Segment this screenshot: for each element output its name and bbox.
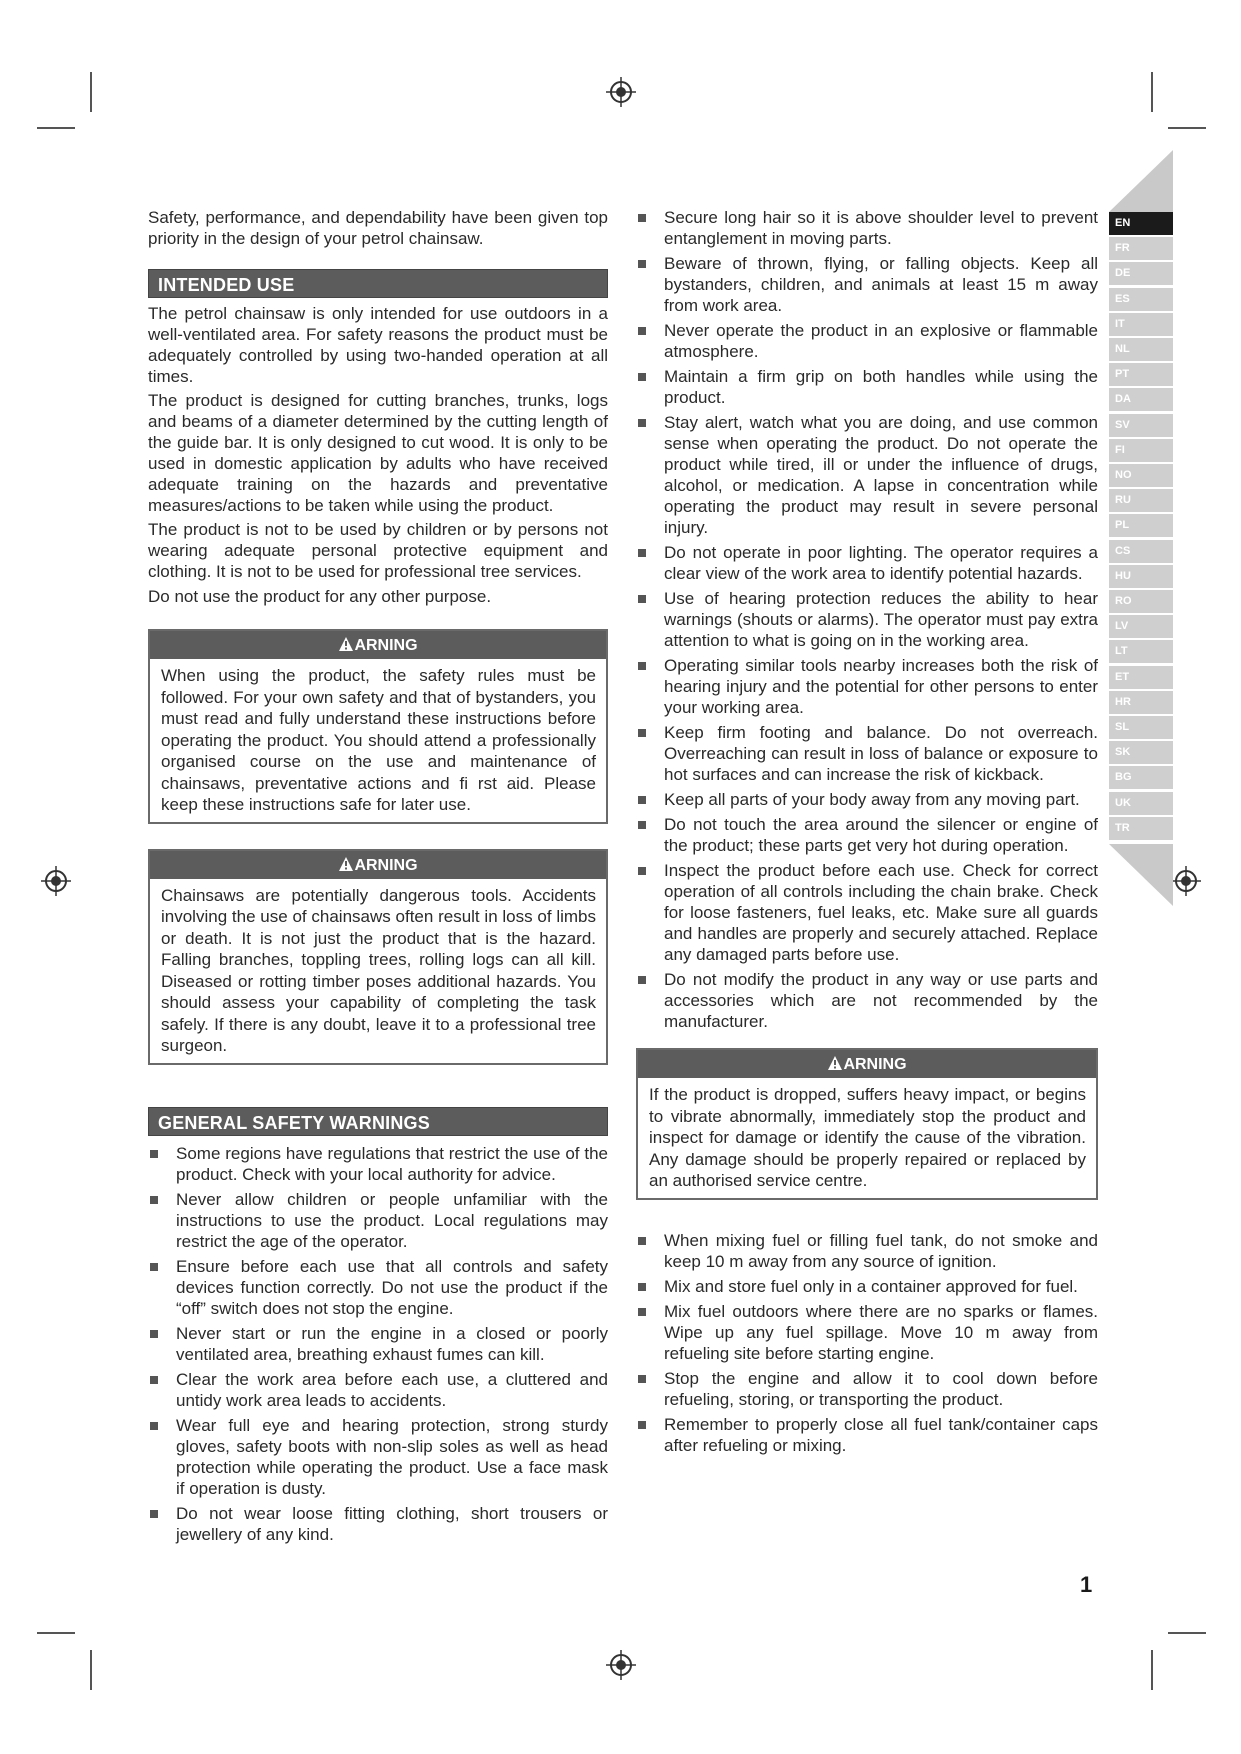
list-item-text: Clear the work area before each use, a cluttered and untidy work area leads to accidents.: [176, 1369, 608, 1410]
warning-label: ARNING: [354, 637, 418, 654]
crop-mark: [1151, 72, 1153, 112]
general-safety-list-left: [148, 1143, 608, 1545]
list-item: [636, 1368, 1098, 1410]
list-item: [636, 655, 1098, 718]
list-item: [636, 588, 1098, 651]
language-tab-no[interactable]: NO: [1109, 464, 1173, 487]
warning-text: If the product is dropped, suffers heavy impact, or begins to vibrate abnormally, immediately stop the product and inspect for damage or identify the cause of the vibration. Any damage should be properly repaired or replaced by an authorised service centre.: [649, 1085, 1086, 1190]
warning-box: [148, 849, 608, 1065]
list-item-text: When mixing fuel or filling fuel tank, do not smoke and keep 10 m away from any source of ignition.: [664, 1230, 1098, 1271]
crop-mark: [37, 1632, 75, 1634]
warning-sign-icon: [827, 1055, 843, 1071]
language-tab-pl[interactable]: PL: [1109, 514, 1173, 537]
registration-mark-icon: [1171, 866, 1201, 896]
language-tab-lv[interactable]: LV: [1109, 615, 1173, 638]
intended-use-paragraph: The product is designed for cutting branches, trunks, logs and beams of a diameter determined by the cutting length of the guide bar. It is only designed to cut wood. It is only to be used in domestic application by adults who have received adequate training on the hazards and preventative measures/actions to be taken while using the product.: [148, 391, 608, 515]
bullet-square-icon: [638, 419, 646, 427]
crop-mark: [37, 127, 75, 129]
crop-mark: [1168, 127, 1206, 129]
bullet-square-icon: [638, 867, 646, 875]
list-item: [636, 253, 1098, 316]
list-item: [636, 207, 1098, 249]
list-item: [636, 789, 1098, 810]
list-item-text: Never operate the product in an explosive or flammable atmosphere.: [664, 321, 1098, 361]
list-item: [148, 1415, 608, 1499]
language-tab-ru[interactable]: RU: [1109, 489, 1173, 512]
intro-text: Safety, performance, and dependability have been given top priority in the design of your petrol chainsaw.: [148, 208, 608, 248]
language-tab-es[interactable]: ES: [1109, 288, 1173, 311]
intended-use-heading: INTENDED USE: [148, 269, 608, 298]
language-tab-hu[interactable]: HU: [1109, 565, 1173, 588]
list-item-text: Do not modify the product in any way or use parts and accessories which are not recommended by the manufacturer.: [664, 970, 1098, 1031]
list-item-text: Keep all parts of your body away from any moving part.: [664, 790, 1080, 809]
bullet-square-icon: [638, 1283, 646, 1291]
language-tab-de[interactable]: DE: [1109, 262, 1173, 285]
list-item: [148, 1503, 608, 1545]
warning-header: [150, 851, 606, 879]
warning-label: ARNING: [843, 1056, 907, 1073]
warning-header: [150, 631, 606, 659]
warning-box: [636, 1048, 1098, 1200]
list-item-text: Never allow children or people unfamiliar with the instructions to use the product. Local regulations may restrict the age of the operator.: [176, 1189, 608, 1251]
warning-header: [638, 1050, 1096, 1078]
bullet-square-icon: [638, 796, 646, 804]
language-tab-sv[interactable]: SV: [1109, 414, 1173, 437]
bullet-square-icon: [150, 1422, 158, 1430]
warning-text: When using the product, the safety rules must be followed. For your own safety and that of bystanders, you must read and fully understand these instructions before operating the product. You should attend a professionally organised course on the use and maintenance of chainsaws, preventative actions and fi rst aid. Please keep these instructions safe for later use.: [161, 666, 596, 814]
bullet-square-icon: [638, 260, 646, 268]
list-item: [636, 366, 1098, 408]
list-item: [636, 1230, 1098, 1272]
bullet-square-icon: [638, 662, 646, 670]
list-item: [636, 1301, 1098, 1364]
language-tab-uk[interactable]: UK: [1109, 792, 1173, 815]
language-tab-nl[interactable]: NL: [1109, 338, 1173, 361]
warning-box: [148, 629, 608, 824]
bullet-square-icon: [638, 214, 646, 222]
intended-use-paragraph: The product is not to be used by children or by persons not wearing adequate personal protective equipment and clothing. It is not to be used for professional tree services.: [148, 520, 608, 581]
bullet-square-icon: [150, 1510, 158, 1518]
bullet-square-icon: [638, 1308, 646, 1316]
language-tab-it[interactable]: IT: [1109, 313, 1173, 336]
fuel-safety-list: [636, 1230, 1098, 1456]
bullet-square-icon: [638, 976, 646, 984]
list-item: [636, 969, 1098, 1032]
page-number: 1: [1080, 1572, 1093, 1597]
bullet-square-icon: [638, 595, 646, 603]
list-item-text: Mix and store fuel only in a container approved for fuel.: [664, 1276, 1078, 1296]
list-item-text: Keep firm footing and balance. Do not overreach. Overreaching can result in loss of balance or exposure to hot surfaces and can increase the risk of kickback.: [664, 723, 1098, 784]
list-item-text: Do not wear loose fitting clothing, short trousers or jewellery of any kind.: [176, 1503, 608, 1544]
language-tab-en[interactable]: EN: [1109, 212, 1173, 235]
list-item: [636, 814, 1098, 856]
list-item-text: Some regions have regulations that restrict the use of the product. Check with your local authority for advice.: [176, 1143, 608, 1184]
list-item-text: Beware of thrown, flying, or falling objects. Keep all bystanders, children, and animals at least 15 m away from work area.: [664, 254, 1098, 315]
list-item: [636, 320, 1098, 362]
intended-use-paragraph: The petrol chainsaw is only intended for use outdoors in a well-ventilated area. For safety reasons the product must be adequately controlled by using two-handed operation at all times.: [148, 304, 608, 386]
language-tab-sk[interactable]: SK: [1109, 741, 1173, 764]
language-tab-tr[interactable]: TR: [1109, 817, 1173, 840]
bullet-square-icon: [638, 1421, 646, 1429]
bullet-square-icon: [150, 1376, 158, 1384]
language-tab-cs[interactable]: CS: [1109, 540, 1173, 563]
list-item-text: Remember to properly close all fuel tank/container caps after refueling or mixing.: [664, 1414, 1098, 1455]
bullet-square-icon: [150, 1196, 158, 1204]
warning-label: ARNING: [354, 856, 418, 874]
bullet-square-icon: [638, 549, 646, 557]
language-tab-bg[interactable]: BG: [1109, 766, 1173, 789]
intended-use-body: [148, 303, 608, 607]
list-item-text: Ensure before each use that all controls and safety devices function correctly. Do not use the product if the “off” switch does not stop the engine.: [176, 1256, 608, 1318]
crop-mark: [1168, 1632, 1206, 1634]
list-item-text: Mix fuel outdoors where there are no sparks or flames. Wipe up any fuel spillage. Move 10 m away from refueling site before starting engine.: [664, 1301, 1098, 1363]
list-item: [148, 1323, 608, 1365]
list-item-text: Use of hearing protection reduces the ability to hear warnings (shouts or alarms). The operator must pay extra attention to what is going on in the working area.: [664, 589, 1098, 650]
list-item-text: Never start or run the engine in a closed or poorly ventilated area, breathing exhaust fumes can kill.: [176, 1323, 608, 1364]
list-item-text: Inspect the product before each use. Check for correct operation of all controls including the chain brake. Check for loose fasteners, fuel leaks, etc. Make sure all guards and handles are properly and securely attached. Replace any damaged parts before use.: [664, 861, 1098, 964]
registration-mark-icon: [606, 1650, 636, 1680]
language-tab-lt[interactable]: LT: [1109, 640, 1173, 663]
bullet-square-icon: [638, 1237, 646, 1245]
language-tab-sl[interactable]: SL: [1109, 716, 1173, 739]
bullet-square-icon: [150, 1263, 158, 1271]
warning-text: Chainsaws are potentially dangerous tools. Accidents involving the use of chainsaws often result in loss of limbs or death. It is not just the product that is the hazard. Falling branches, toppling trees, rolling logs can all kill. Diseased or rotting timber poses additional hazards. You should assess your capability of completing the task safely. If there is any doubt, leave it to a professional tree surgeon.: [161, 885, 596, 1055]
bullet-square-icon: [638, 821, 646, 829]
right-column: [636, 207, 1098, 1460]
language-tab-pt[interactable]: PT: [1109, 363, 1173, 386]
bullet-square-icon: [638, 373, 646, 381]
list-item: [636, 1414, 1098, 1456]
list-item: [636, 1276, 1098, 1297]
list-item: [636, 412, 1098, 538]
warning-sign-icon: [338, 636, 354, 652]
list-item-text: Do not touch the area around the silencer or engine of the product; these parts get very hot during operation.: [664, 815, 1098, 855]
list-item-text: Wear full eye and hearing protection, strong sturdy gloves, safety boots with non-slip soles as well as head protection while operating the product. Use a face mask if operation is dusty.: [176, 1415, 608, 1498]
bullet-square-icon: [638, 327, 646, 335]
left-column: [148, 207, 608, 1549]
general-safety-heading: GENERAL SAFETY WARNINGS: [148, 1107, 608, 1136]
intended-use-paragraph: Do not use the product for any other purpose.: [148, 587, 492, 606]
list-item-text: Maintain a firm grip on both handles while using the product.: [664, 367, 1098, 407]
registration-mark-icon: [41, 866, 71, 896]
language-tab-ro[interactable]: RO: [1109, 590, 1173, 613]
crop-mark: [1151, 1650, 1153, 1690]
list-item-text: Do not operate in poor lighting. The operator requires a clear view of the work area to identify potential hazards.: [664, 543, 1098, 583]
bullet-square-icon: [638, 729, 646, 737]
list-item-text: Secure long hair so it is above shoulder level to prevent entanglement in moving parts.: [664, 208, 1098, 248]
list-item-text: Stop the engine and allow it to cool down before refueling, storing, or transporting the product.: [664, 1368, 1098, 1409]
bullet-square-icon: [150, 1330, 158, 1338]
list-item: [636, 722, 1098, 785]
list-item: [148, 1369, 608, 1411]
language-tab-et[interactable]: ET: [1109, 666, 1173, 689]
language-tab-hr[interactable]: HR: [1109, 691, 1173, 714]
crop-mark: [90, 72, 92, 112]
list-item-text: Stay alert, watch what you are doing, and use common sense when operating the product. Do not operate the product while tired, ill or under the influence of drugs, alcohol, or medication. A lapse in concentration while operating the product may result in severe personal injury.: [664, 413, 1098, 537]
list-item: [636, 542, 1098, 584]
bullet-square-icon: [150, 1150, 158, 1158]
warning-sign-icon: [338, 856, 354, 872]
list-item-text: Operating similar tools nearby increases both the risk of hearing injury and the potential for other persons to enter your working area.: [664, 656, 1098, 717]
registration-mark-icon: [606, 77, 636, 107]
list-item: [148, 1143, 608, 1185]
list-item: [636, 860, 1098, 965]
language-tab-fr[interactable]: FR: [1109, 237, 1173, 260]
language-tab-fi[interactable]: FI: [1109, 439, 1173, 462]
bullet-square-icon: [638, 1375, 646, 1383]
general-safety-list-right: [636, 207, 1098, 1032]
list-item: [148, 1189, 608, 1252]
language-tab-da[interactable]: DA: [1109, 388, 1173, 411]
crop-mark: [90, 1650, 92, 1690]
list-item: [148, 1256, 608, 1319]
